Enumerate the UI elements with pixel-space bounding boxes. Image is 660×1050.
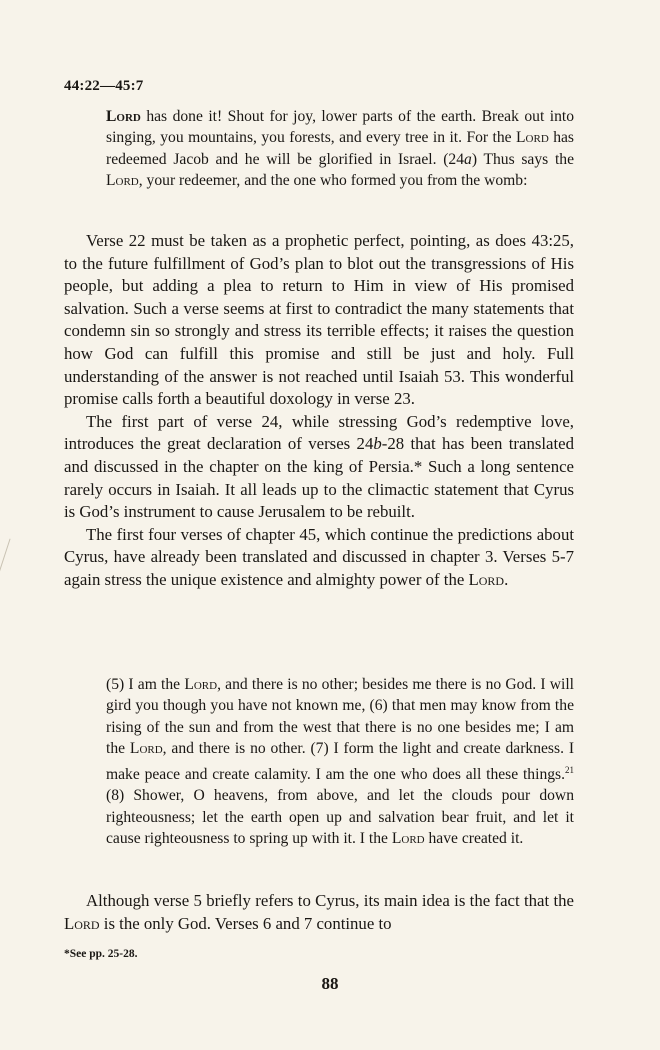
verse-letter: b <box>373 434 382 454</box>
footnote-ref: 21 <box>565 764 574 775</box>
quote-text: , your redeemer, and the one who formed you from the womb: <box>138 172 528 190</box>
lord-smallcaps: Lord <box>391 830 425 848</box>
paragraph-verse-24 <box>64 411 574 524</box>
lord-smallcaps: Lord <box>129 740 163 758</box>
scripture-quote-1 <box>106 106 574 192</box>
paragraph-verse-22: Verse 22 must be taken as a prophetic perfect, pointing, as does 43:25, to the future fulfillment of God’s plan to blot out the transgressions of His people, but adding a plea to return to Him in view of His promised salvation. Such a verse seems at first to contradict the many statements that condemn sin so strongly and stress its terrible effects; it raises the question how God can fulfill this promise and still be just and holy. Full understanding of the answer is not reached until Isaiah 53. This wonderful promise calls forth a beautiful doxology in verse 23. <box>64 231 574 409</box>
footnote: *See pp. 25-28. <box>64 948 138 960</box>
quote-text: (8) Shower, O heavens, from above, and let the clouds pour down righteousness; let the earth open up and salvation bear fruit, and let it cause righteousness to spring up with it. I the <box>106 787 574 848</box>
paragraph-verse-5 <box>64 890 574 935</box>
scripture-quote-2 <box>106 674 574 849</box>
paragraph-text: The first part of verse 24, while stressing God’s redemptive love, introduces the great declaration of verses 24 <box>64 411 574 454</box>
body-section-1 <box>64 230 574 592</box>
paragraph-text: The first four verses of chapter 45, which continue the predictions about Cyrus, have already been translated and discussed in chapter 3. Verses 5-7 again stress the unique existence and almighty power of the <box>64 524 574 589</box>
quote-text: ) Thus says the <box>471 150 575 168</box>
lord-smallcaps: Lord <box>106 172 139 190</box>
running-head: 44:22—45:7 <box>64 78 144 94</box>
lord-smallcaps: Lord <box>106 108 141 125</box>
quote-text: , and there is no other. (7) I form the light and create darkness. I make peace and create calamity. I am the one who does all these things. <box>106 740 575 783</box>
paragraph-text: Although verse 5 briefly refers to Cyrus, its main idea is the fact that the <box>86 891 574 910</box>
quote-text: has redeemed Jacob and he will be glorified in Israel. (24 <box>106 129 574 168</box>
body-section-2 <box>64 890 574 935</box>
lord-smallcaps: Lord <box>64 913 100 933</box>
quote-text: , and there is no other; besides me there is no God. I will gird you though you have not known me, (6) that men may know from the rising of the sun and from the west that there is no one besides me; I am the <box>106 676 574 758</box>
quote-text: has done it! Shout for joy, lower parts of the earth. Break out into singing, you mountains, you forests, and every tree in it. For the <box>106 108 574 147</box>
paragraph-chapter-45 <box>64 524 574 592</box>
verse-letter: a <box>464 150 472 168</box>
margin-mark <box>0 539 12 574</box>
quote-text: have created it. <box>424 830 524 848</box>
paragraph-text: . <box>504 569 509 589</box>
lord-smallcaps: Lord <box>184 676 218 693</box>
quote-text: (5) I am the <box>106 676 185 693</box>
paragraph-text: is the only God. Verses 6 and 7 continue to <box>99 913 392 933</box>
lord-smallcaps: Lord <box>516 129 549 147</box>
page-number: 88 <box>321 974 339 993</box>
paragraph-text: -28 that has been translated and discussed in the chapter on the king of Persia.* Such a long sentence rarely occurs in Isaiah. It all leads up to the climactic statement that Cyrus is God’s instrument to cause Jerusalem to be rebuilt. <box>64 434 574 522</box>
lord-smallcaps: Lord <box>468 569 505 589</box>
